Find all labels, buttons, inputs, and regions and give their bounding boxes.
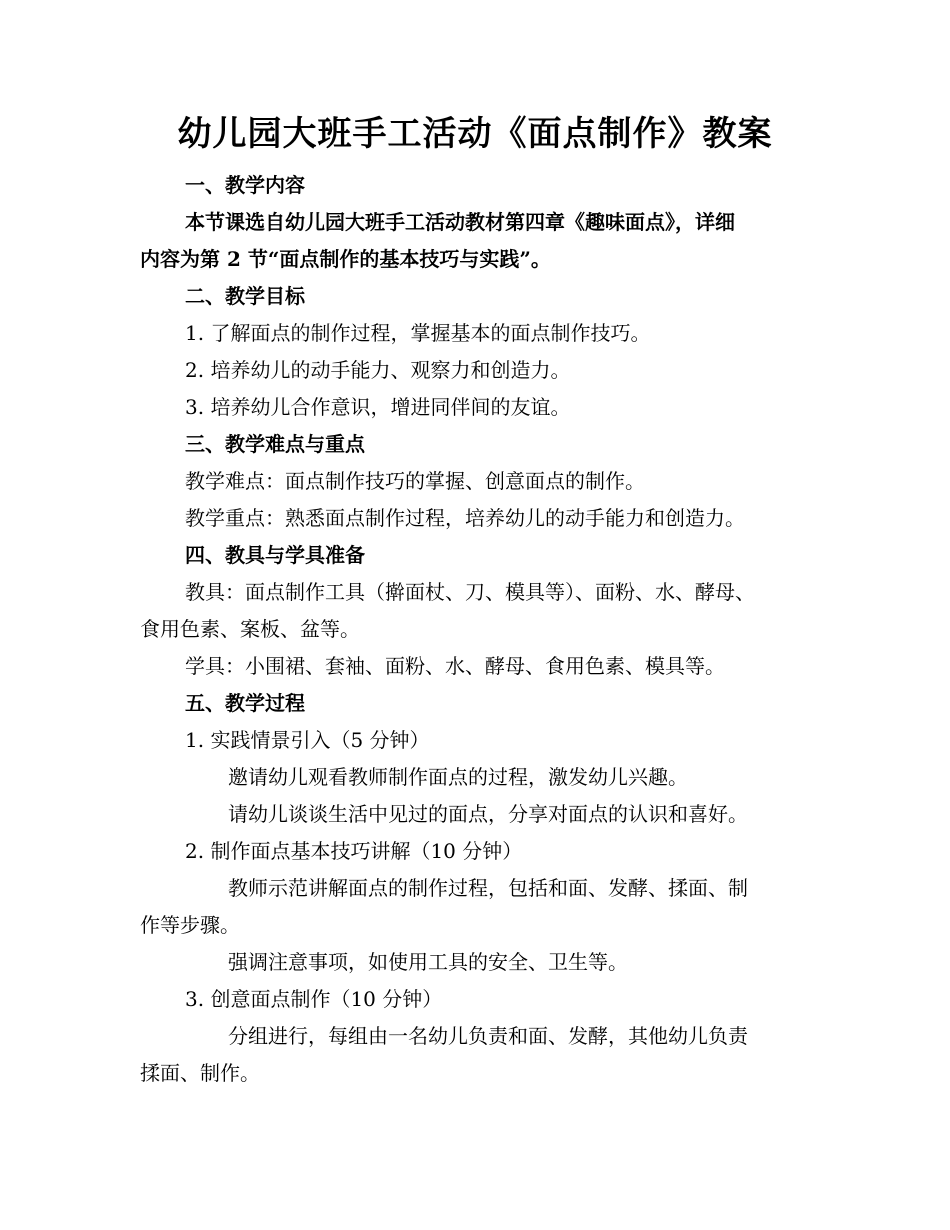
goal-item: 1. 了解面点的制作过程，掌握基本的面点制作技巧。 <box>185 321 651 345</box>
goal-item: 3. 培养幼儿合作意识，增进同伴间的友谊。 <box>185 395 571 419</box>
section-heading-content: 一、教学内容 <box>185 173 305 197</box>
content-paragraph-line-1: 本节课选自幼儿园大班手工活动教材第四章《趣味面点》，详细 <box>185 210 735 234</box>
key-point-text: 教学重点：熟悉面点制作过程，培养幼儿的动手能力和创造力。 <box>185 506 745 530</box>
step-item-line-1: 教师示范讲解面点的制作过程，包括和面、发酵、揉面、制 <box>228 876 748 900</box>
goal-item: 2. 培养幼儿的动手能力、观察力和创造力。 <box>185 358 571 382</box>
step-item: 请幼儿谈谈生活中见过的面点，分享对面点的认识和喜好。 <box>228 802 748 826</box>
learning-aids-text: 学具：小围裙、套袖、面粉、水、酵母、食用色素、模具等。 <box>185 654 725 678</box>
teaching-aids-line-2: 食用色素、案板、盆等。 <box>140 617 360 641</box>
step-item: 强调注意事项，如使用工具的安全、卫生等。 <box>228 950 628 974</box>
step-item-line-2: 揉面、制作。 <box>140 1061 260 1085</box>
step-item-line-2: 作等步骤。 <box>140 913 240 937</box>
section-heading-goals: 二、教学目标 <box>185 284 305 308</box>
teaching-aids-line-1: 教具：面点制作工具（擀面杖、刀、模具等）、面粉、水、酵母、 <box>185 580 755 604</box>
step-title: 2. 制作面点基本技巧讲解（10 分钟） <box>185 839 523 863</box>
section-heading-difficulties: 三、教学难点与重点 <box>185 432 365 456</box>
document-title: 幼儿园大班手工活动《面点制作》教案 <box>177 114 773 154</box>
step-item-line-1: 分组进行，每组由一名幼儿负责和面、发酵，其他幼儿负责 <box>228 1024 748 1048</box>
step-title: 1. 实践情景引入（5 分钟） <box>185 728 430 752</box>
step-title: 3. 创意面点制作（10 分钟） <box>185 987 443 1011</box>
section-heading-materials: 四、教具与学具准备 <box>185 543 365 567</box>
difficulty-text: 教学难点：面点制作技巧的掌握、创意面点的制作。 <box>185 469 645 493</box>
step-item: 邀请幼儿观看教师制作面点的过程，激发幼儿兴趣。 <box>228 765 688 789</box>
content-paragraph-line-2: 内容为第 2 节“面点制作的基本技巧与实践”。 <box>140 247 551 271</box>
section-heading-process: 五、教学过程 <box>185 691 305 715</box>
